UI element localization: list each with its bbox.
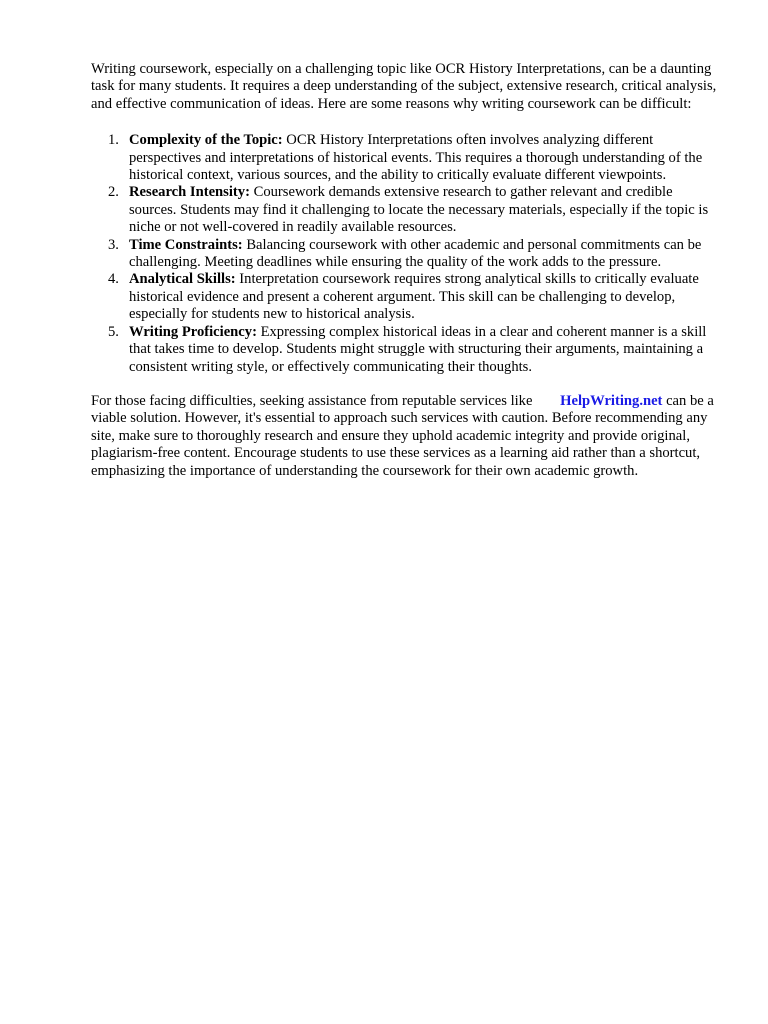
helpwriting-link[interactable]: HelpWriting.net <box>560 392 663 409</box>
list-text: Coursework demands extensive research to gather relevant and credible sources. Students may find it challenging to locate the necessary materials, especially if the topic is niche or not well-covered in readily available resources. <box>129 184 709 236</box>
reasons-list <box>91 132 723 376</box>
list-term: Writing Proficiency: <box>129 323 257 340</box>
list-term: Complexity of the Topic: <box>129 132 283 149</box>
list-number: 5. <box>108 323 119 340</box>
closing-paragraph <box>91 393 723 480</box>
list-item <box>91 184 723 236</box>
list-item <box>91 324 723 376</box>
list-item <box>91 132 723 184</box>
list-term: Time Constraints: <box>129 236 243 253</box>
list-number: 4. <box>108 271 119 288</box>
list-number: 3. <box>108 236 119 253</box>
list-term: Analytical Skills: <box>129 271 236 288</box>
list-text: Balancing coursework with other academic and personal commitments can be challenging. Meeting deadlines while ensuring the quality of the work adds to the pressure. <box>129 236 702 271</box>
closing-text-start: For those facing difficulties, seeking assistance from reputable services like <box>91 392 533 409</box>
list-text: Expressing complex historical ideas in a clear and coherent manner is a skill that takes time to develop. Students might struggle with structuring their arguments, maintaining a consistent writing style, or effectively communicating their thoughts. <box>129 323 707 375</box>
list-item <box>91 237 723 272</box>
intro-paragraph: Writing coursework, especially on a challenging topic like OCR History Interpretations, can be a daunting task for many students. It requires a deep understanding of the subject, extensive research, critical analysis, and effective communication of ideas. Here are some reasons why writing coursework can be difficult: <box>91 61 717 112</box>
list-item <box>91 271 723 323</box>
list-term: Research Intensity: <box>129 184 250 201</box>
list-number: 1. <box>108 132 119 149</box>
list-text: OCR History Interpretations often involves analyzing different perspectives and interpretations of historical events. This requires a thorough understanding of the historical context, various sources, and the ability to critically evaluate different viewpoints. <box>129 132 703 184</box>
list-text: Interpretation coursework requires strong analytical skills to critically evaluate historical evidence and present a coherent argument. This skill can be challenging to develop, especially for students new to historical analysis. <box>129 271 699 323</box>
closing-text-end: can be a viable solution. However, it's essential to approach such services with caution. Before recommending any site, make sure to thoroughly research and ensure they uphold academic integrity and provide original, plagiarism-free content. Encourage students to use these services as a learning aid rather than a shortcut, emphasizing the importance of understanding the coursework for their own academic growth. <box>91 392 714 479</box>
document-page <box>91 61 723 480</box>
list-number: 2. <box>108 184 119 201</box>
